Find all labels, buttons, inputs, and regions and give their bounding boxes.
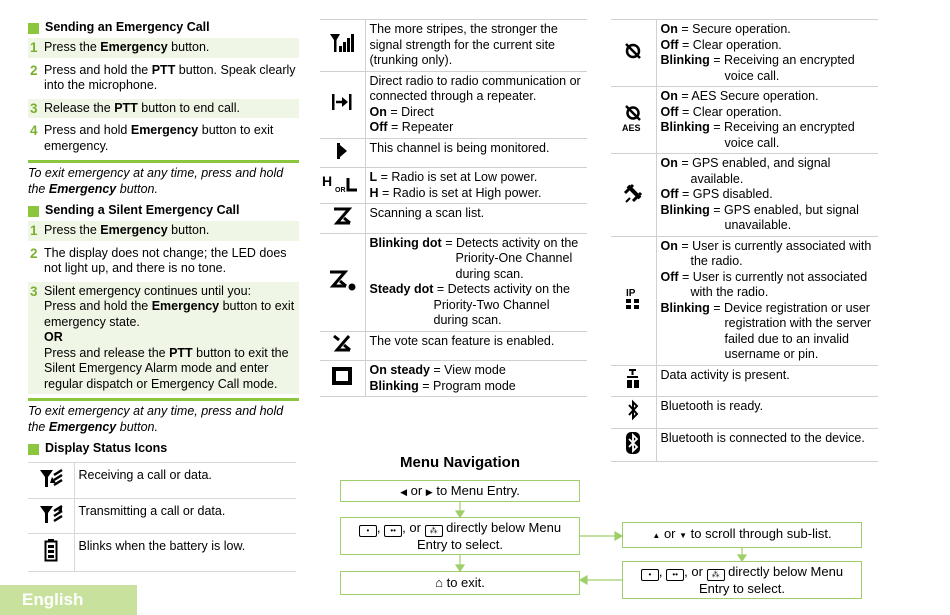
table-row: On = Secure operation. Off = Clear operation. Blinking = Receiving an encrypted voice call. [611,20,878,87]
silent-step-3: 3 Silent emergency continues until you: Press and hold the Emergency button to exit emergency state. OR Press and release the PTT button to exit the Silent Emergency Alarm mode and enter regular dispatch or Emergency Call mode. [28,282,299,395]
up-arrow-icon: ▲ [652,531,661,540]
table-row: The more stripes, the stronger the signal strength for the current site (trunking only). [320,20,587,72]
step-4: 4 Press and hold Emergency button to exit emergency. [28,121,299,156]
svg-text:IP: IP [626,288,636,300]
sub-select-box: • , •• , or ⁂ directly below Menu Entry to select. [622,561,862,599]
silent-step-2: 2 The display does not change; the LED does not light up, and there is no tone. [28,244,299,279]
table-row: H OR L = Radio is set at Low power. H = Radio is set at High power. [320,168,587,204]
right-softkey-icon: ⁂ [425,525,443,537]
table-row: On = GPS enabled, and signal available. Off = GPS disabled. Blinking = GPS enabled, but signal unavailable. [611,154,878,237]
table-row: Receiving a call or data. [28,463,296,499]
table-row: AES On = AES Secure operation. Off = Clear operation. Blinking = Receiving an encrypted voice call. [611,87,878,154]
table-row: Bluetooth is connected to the device. [611,428,878,462]
svg-text:OR: OR [335,187,346,195]
step-3: 3 Release the PTT button to end call. [28,99,299,119]
table-row: Data activity is present. [611,365,878,397]
home-icon: ⌂ [435,575,443,590]
step-1: 1 Press the Emergency button. [28,38,299,58]
table-row: Blinks when the battery is low. [28,534,296,572]
svg-text:AES: AES [622,122,641,132]
section-heading-silent: Sending a Silent Emergency Call [28,203,299,219]
left-softkey-icon: • [641,569,659,581]
select-box: • , •• , or ⁂ directly below Menu Entry to select. [340,517,580,555]
section-heading-emergency: Sending an Emergency Call [28,20,299,36]
left-arrow-icon: ◀ [400,486,407,497]
table-row: The vote scan feature is enabled. [320,331,587,361]
table-row: Scanning a scan list. [320,204,587,234]
scroll-box: ▲ or ▼ to scroll through sub-list. [622,522,862,548]
middle-softkey-icon: •• [384,525,402,537]
table-row: This channel is being monitored. [320,138,587,168]
exit-note: To exit emergency at any time, press and hold the Emergency button. [28,166,284,196]
svg-text:H: H [322,173,333,190]
exit-note: To exit emergency at any time, press and hold the Emergency button. [28,404,284,434]
table-row: Blinking dot = Detects activity on the Priority-One Channel during scan. Steady dot = Detects activity on the Priority-Two Channel during scan. [320,233,587,331]
menu-entry-box: ◀ or ▶ to Menu Entry. [340,480,580,502]
silent-step-1: 1 Press the Emergency button. [28,221,299,241]
table-row: IP On = User is currently associated with the radio. Off = User is currently not associated with the radio. Blinking = Device registration or user registration with the server failed due to an invalid username or pin. [611,236,878,365]
right-arrow-icon: ▶ [425,486,433,497]
middle-softkey-icon: •• [666,569,684,581]
section-heading-status: Display Status Icons [28,441,299,457]
down-arrow-icon: ▼ [679,531,688,540]
table-row: Direct radio to radio communication or connected through a repeater. On = Direct Off = Repeater [320,71,587,138]
language-tab: English [0,585,137,615]
step-2: 2 Press and hold the PTT button. Speak clearly into the microphone. [28,61,299,96]
right-softkey-icon: ⁂ [707,569,725,581]
table-row: Transmitting a call or data. [28,498,296,534]
table-row: On steady = View mode Blinking = Program mode [320,361,587,397]
table-row: Bluetooth is ready. [611,397,878,429]
exit-box: ⌂ to exit. [340,571,580,595]
menu-navigation-title: Menu Navigation [399,454,520,471]
left-softkey-icon: • [359,525,377,537]
